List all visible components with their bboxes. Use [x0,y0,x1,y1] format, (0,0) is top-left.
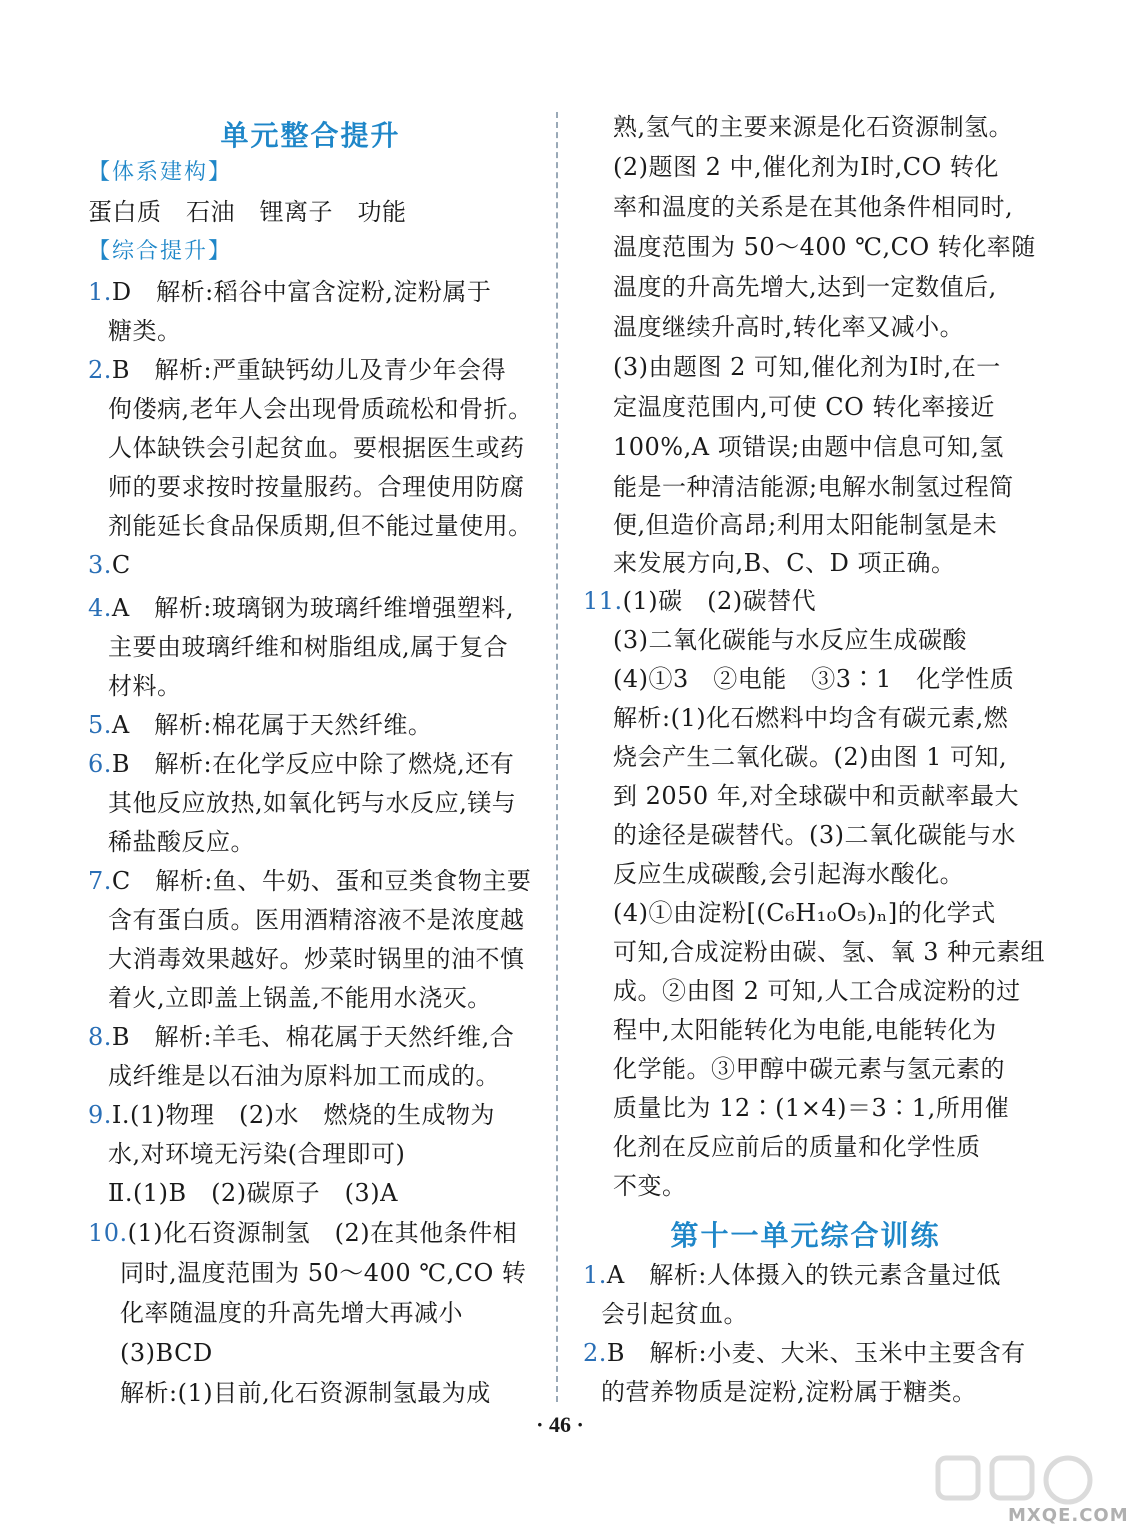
q3-line1: 3.C [88,551,131,579]
q9-line1: 9.Ⅰ.(1)物理 (2)水 燃烧的生成物为 [88,1101,496,1129]
q10-cont-line1: 熟,氢气的主要来源是化石资源制氢。 [613,113,1014,141]
q11-num: 11. [583,587,623,615]
tag-system: 【体系建构】 [88,160,233,185]
q10-cont-line11: 便,但造价高昂;利用太阳能制氢是未 [613,511,998,539]
q10-cont-line6: 温度继续升高时,转化率又减小。 [613,313,965,341]
q10-cont-line10: 能是一种清洁能源;电解水制氢过程简 [613,473,1014,501]
s1-num: 1. [583,1261,607,1289]
q6-num: 6. [88,750,112,778]
q11-line1: 11.(1)碳 (2)碳替代 [583,587,817,615]
q7-num: 7. [88,867,112,895]
q10-cont-line2: (2)题图 2 中,催化剂为Ⅰ时,CO 转化 [613,153,999,181]
q8-num: 8. [88,1023,112,1051]
q2-line2: 佝偻病,老年人会出现骨质疏松和骨折。 [108,395,533,423]
q10-line5: 解析:(1)目前,化石资源制氢最为成 [120,1379,491,1407]
column-divider [556,112,558,1402]
q2-num: 2. [88,356,112,384]
q9-line2: 水,对环境无污染(合理即可) [108,1140,406,1168]
q2-line5: 剂能延长食品保质期,但不能过量使用。 [108,512,533,540]
q10-line4: (3)BCD [120,1339,213,1367]
s1-line2: 会引起贫血。 [601,1300,748,1328]
q11-line13: 化学能。③甲醇中碳元素与氢元素的 [613,1055,1005,1083]
q5-line1: 5.A 解析:棉花属于天然纤维。 [88,711,433,739]
q2-line4: 师的要求按时按量服药。合理使用防腐 [108,473,525,501]
q11-line2: (3)二氧化碳能与水反应生成碳酸 [613,626,967,654]
q7-line4: 着火,立即盖上锅盖,不能用水浇灭。 [108,984,492,1012]
q8-line1: 8.B 解析:羊毛、棉花属于天然纤维,合 [88,1023,515,1051]
q10-cont-line3: 率和温度的关系是在其他条件相同时, [613,193,1014,221]
q10-cont-line12: 来发展方向,B、C、D 项正确。 [613,549,956,577]
q2-line3: 人体缺铁会引起贫血。要根据医生或药 [108,434,525,462]
q11-line15: 化剂在反应前后的质量和化学性质 [613,1133,981,1161]
q11-line3: (4)①3 ②电能 ③3∶1 化学性质 [613,665,1015,693]
page-number: · 46 · [536,1412,584,1437]
system-answer: 蛋白质 石油 锂离子 功能 [88,198,407,226]
q11-line4: 解析:(1)化石燃料中均含有碳元素,燃 [613,704,1009,732]
q10-cont-line9: 100%,A 项错误;由题中信息可知,氢 [613,433,1004,461]
q11-line7: 的途径是碳替代。(3)二氧化碳能与水 [613,821,1016,849]
q11-line10: 可知,合成淀粉由碳、氢、氧 3 种元素组 [613,938,1046,966]
q1-num: 1. [88,278,112,306]
q4-line1: 4.A 解析:玻璃钢为玻璃纤维增强塑料, [88,594,514,622]
tag-improve: 【综合提升】 [88,239,233,264]
q7-line2: 含有蛋白质。医用酒精溶液不是浓度越 [108,906,525,934]
q11-line9: (4)①由淀粉[(C₆H₁₀O₅)ₙ]的化学式 [613,899,996,927]
q11-line11: 成。②由图 2 可知,人工合成淀粉的过 [613,977,1021,1005]
q10-line2: 同时,温度范围为 50～400 ℃,CO 转 [120,1259,527,1287]
q7-line1: 7.C 解析:鱼、牛奶、蛋和豆类食物主要 [88,867,532,895]
q11-line5: 烧会产生二氧化碳。(2)由图 1 可知, [613,743,1008,771]
q10-num: 10. [88,1219,128,1247]
q6-line1: 6.B 解析:在化学反应中除了燃烧,还有 [88,750,515,778]
q7-line3: 大消毒效果越好。炒菜时锅里的油不慎 [108,945,525,973]
q11-line8: 反应生成碳酸,会引起海水酸化。 [613,860,965,888]
q10-cont-line7: (3)由题图 2 可知,催化剂为Ⅰ时,在一 [613,353,1001,381]
q10-cont-line4: 温度范围为 50～400 ℃,CO 转化率随 [613,233,1036,261]
q10-line1: 10.(1)化石资源制氢 (2)在其他条件相 [88,1219,518,1247]
s2-line2: 的营养物质是淀粉,淀粉属于糖类。 [601,1378,977,1406]
q8-line2: 成纤维是以石油为原料加工而成的。 [108,1062,500,1090]
section-title: 单元整合提升 [220,119,401,152]
s2-num: 2. [583,1339,607,1367]
q9-line3: Ⅱ.(1)B (2)碳原子 (3)A [108,1179,398,1207]
q3-num: 3. [88,551,112,579]
q10-cont-line8: 定温度范围内,可使 CO 转化率接近 [613,393,995,421]
q11-line6: 到 2050 年,对全球碳中和贡献率最大 [613,782,1019,810]
q5-num: 5. [88,711,112,739]
q9-num: 9. [88,1101,112,1129]
q1-line2: 糖类。 [108,317,182,345]
q6-line2: 其他反应放热,如氧化钙与水反应,镁与 [108,789,517,817]
q2-line1: 2.B 解析:严重缺钙幼儿及青少年会得 [88,356,507,384]
q11-line16: 不变。 [613,1172,687,1200]
q4-line3: 材料。 [108,672,182,700]
q11-line14: 质量比为 12∶(1×4)＝3∶1,所用催 [613,1094,1010,1122]
q10-line3: 化率随温度的升高先增大再减小 [120,1299,463,1327]
q11-line12: 程中,太阳能转化为电能,电能转化为 [613,1016,997,1044]
q4-num: 4. [88,594,112,622]
watermark-text: MXQE.COM [1008,1505,1129,1526]
q10-cont-line5: 温度的升高先增大,达到一定数值后, [613,273,997,301]
s1-line1: 1.A 解析:人体摄入的铁元素含量过低 [583,1261,1001,1289]
q6-line3: 稀盐酸反应。 [108,828,255,856]
s2-line1: 2.B 解析:小麦、大米、玉米中主要含有 [583,1339,1026,1367]
section-title-2: 第十一单元综合训练 [670,1219,941,1252]
q1-line1: 1.D 解析:稻谷中富含淀粉,淀粉属于 [88,278,492,306]
q4-line2: 主要由玻璃纤维和树脂组成,属于复合 [108,633,509,661]
